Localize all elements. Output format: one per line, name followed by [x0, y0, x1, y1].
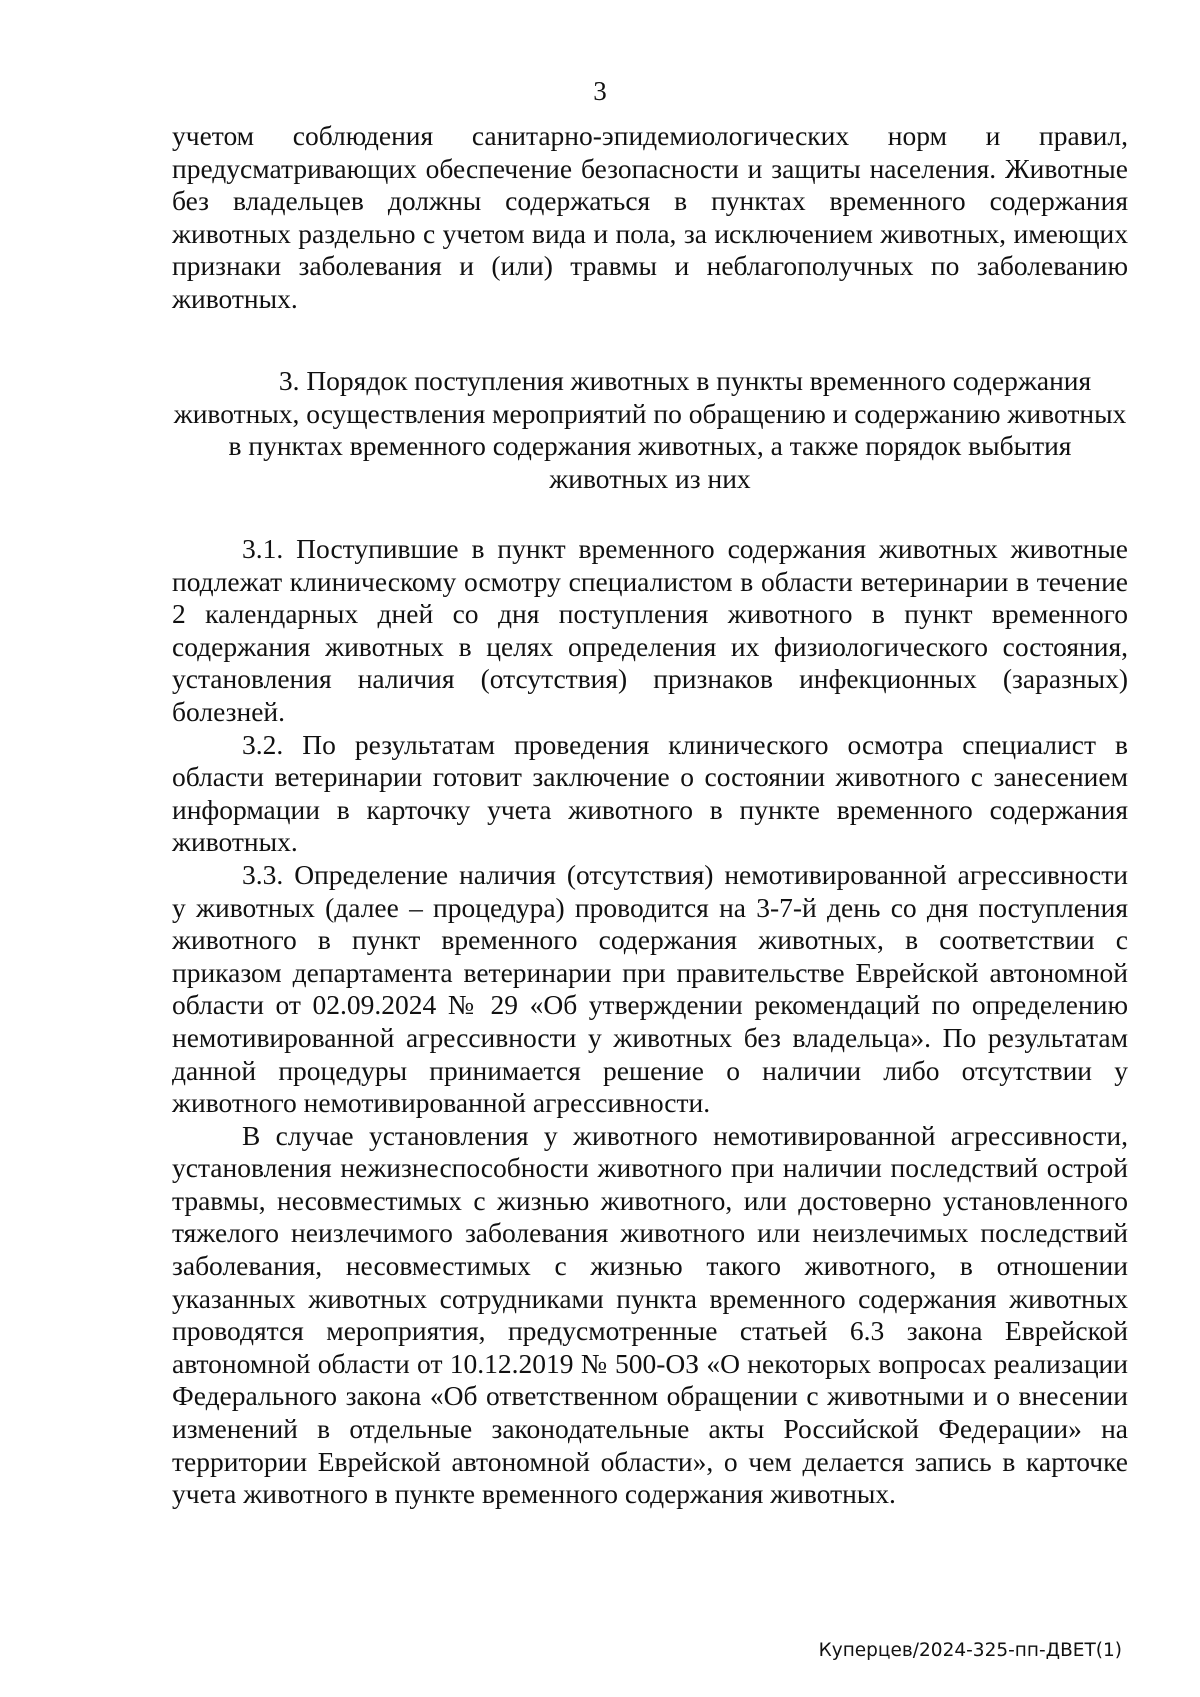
- document-footer-code: Куперцев/2024-325-пп-ДВЕТ(1): [818, 1640, 1122, 1661]
- page-number: 3: [593, 76, 607, 106]
- section-heading: 3. Порядок поступления животных в пункты временного содержания животных, осуществления мероприятий по обращению и содержанию животных в пунктах временного содержания животных, а также порядок выбытия животных из них: [173, 365, 1127, 494]
- section-body: [172, 533, 1128, 1511]
- paragraph-3-2: 3.2. По результатам проведения клинического осмотра специалист в области ветеринарии готовит заключение о состоянии животного с занесением информации в карточку учета животного в пункте временного содержания животных.: [172, 728, 1128, 858]
- continuation-paragraph: учетом соблюдения санитарно-эпидемиологических норм и правил, предусматривающих обеспечение безопасности и защиты населения. Животные без владельцев должны содержаться в пунктах временного содержания животных раздельно с учетом вида и пола, за исключением животных, имеющих признаки заболевания и (или) травмы и неблагополучных по заболеванию животных.: [172, 120, 1128, 314]
- paragraph-3-3: 3.3. Определение наличия (отсутствия) немотивированной агрессивности у животных (далее – процедура) проводится на 3-7-й день со дня поступления животного в пункт временного содержания животных, в соответствии с приказом департамента ветеринарии при правительстве Еврейской автономной области от 02.09.2024 № 29 «Об утверждении рекомендаций по определению немотивированной агрессивности у животных без владельца». По результатам данной процедуры принимается решение о наличии либо отсутствии у животного немотивированной агрессивности.: [172, 858, 1128, 1119]
- paragraph-3-1: 3.1. Поступившие в пункт временного содержания животных животные подлежат клиническому осмотру специалистом в области ветеринарии в течение 2 календарных дней со дня поступления животного в пункт временного содержания животных в целях определения их физиологического состояния, установления наличия (отсутствия) признаков инфекционных (заразных) болезней.: [172, 533, 1128, 727]
- paragraph-aggression-case: В случае установления у животного немотивированной агрессивности, установления нежизнеспособности животного при наличии последствий острой травмы, несовместимых с жизнью животного, или достоверно установленного тяжелого неизлечимого заболевания животного или неизлечимых последствий заболевания, несовместимых с жизнью такого животного, в отношении указанных животных сотрудниками пункта временного содержания животных проводятся мероприятия, предусмотренные статьей 6.3 закона Еврейской автономной области от 10.12.2019 № 500-ОЗ «О некоторых вопросах реализации Федерального закона «Об ответственном обращении с животными и о внесении изменений в отдельные законодательные акты Российской Федерации» на территории Еврейской автономной области», о чем делается запись в карточке учета животного в пункте временного содержания животных.: [172, 1119, 1128, 1510]
- continuation-paragraph-block: [172, 120, 1128, 316]
